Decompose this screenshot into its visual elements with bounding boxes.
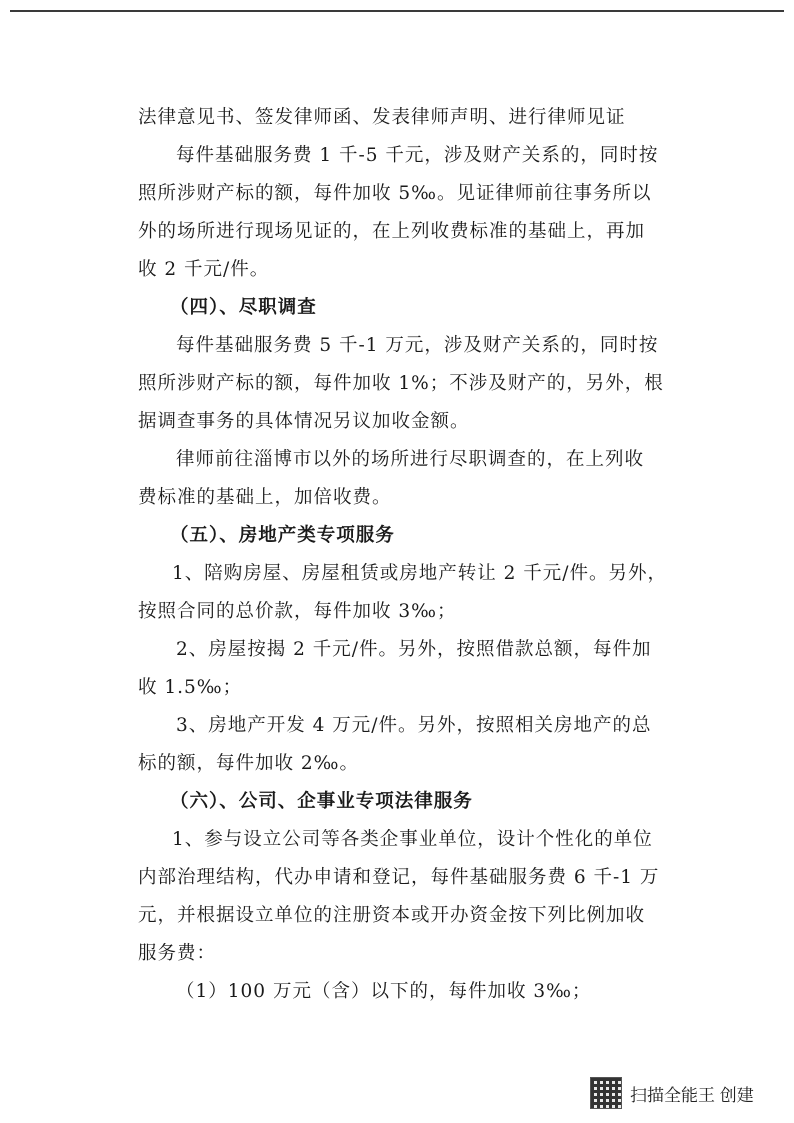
section-heading: （六）、公司、企事业专项法律服务 — [170, 791, 473, 812]
text-line: 元，并根据设立单位的注册资本或开办资金按下列比例加收 — [138, 905, 646, 926]
scanner-watermark — [590, 1076, 754, 1110]
text-line: 每件基础服务费 1 千-5 千元，涉及财产关系的，同时按 — [176, 145, 659, 166]
text-line: 收 1.5‰； — [138, 677, 243, 698]
text-line: 照所涉财产标的额，每件加收 1%；不涉及财产的，另外，根 — [138, 373, 664, 394]
text-line: 费标准的基础上，加倍收费。 — [138, 487, 392, 508]
text-line: 律师前往淄博市以外的场所进行尽职调查的，在上列收 — [176, 449, 645, 470]
text-line: 2、房屋按揭 2 千元/件。另外，按照借款总额，每件加 — [176, 639, 652, 660]
text-line: （1）100 万元（含）以下的，每件加收 3‰； — [176, 981, 592, 1002]
watermark-text: 扫描全能王 创建 — [630, 1085, 754, 1105]
section-heading: （五）、房地产类专项服务 — [170, 525, 395, 546]
text-line: 1、陪购房屋、房屋租赁或房地产转让 2 千元/件。另外， — [172, 563, 668, 584]
text-line: 3、房地产开发 4 万元/件。另外，按照相关房地产的总 — [176, 715, 652, 736]
text-line: 法律意见书、签发律师函、发表律师声明、进行律师见证 — [138, 107, 626, 128]
top-border-rule — [10, 10, 784, 12]
text-line: 内部治理结构，代办申请和登记，每件基础服务费 6 千-1 万 — [138, 867, 660, 888]
text-line: 照所涉财产标的额，每件加收 5‰。见证律师前往事务所以 — [138, 183, 652, 204]
text-line: 标的额，每件加收 2‰。 — [138, 753, 359, 774]
text-line: 按照合同的总价款，每件加收 3‰； — [138, 601, 457, 622]
text-line: 服务费： — [138, 943, 217, 964]
text-line: 收 2 千元/件。 — [138, 259, 270, 280]
camscanner-logo-icon — [590, 1077, 622, 1109]
text-line: 据调查事务的具体情况另议加收金额。 — [138, 411, 470, 432]
text-line: 外的场所进行现场见证的，在上列收费标准的基础上，再加 — [138, 221, 646, 242]
section-heading: （四）、尽职调查 — [170, 297, 317, 318]
text-line: 每件基础服务费 5 千-1 万元，涉及财产关系的，同时按 — [176, 335, 659, 356]
text-line: 1、参与设立公司等各类企事业单位，设计个性化的单位 — [172, 829, 653, 850]
